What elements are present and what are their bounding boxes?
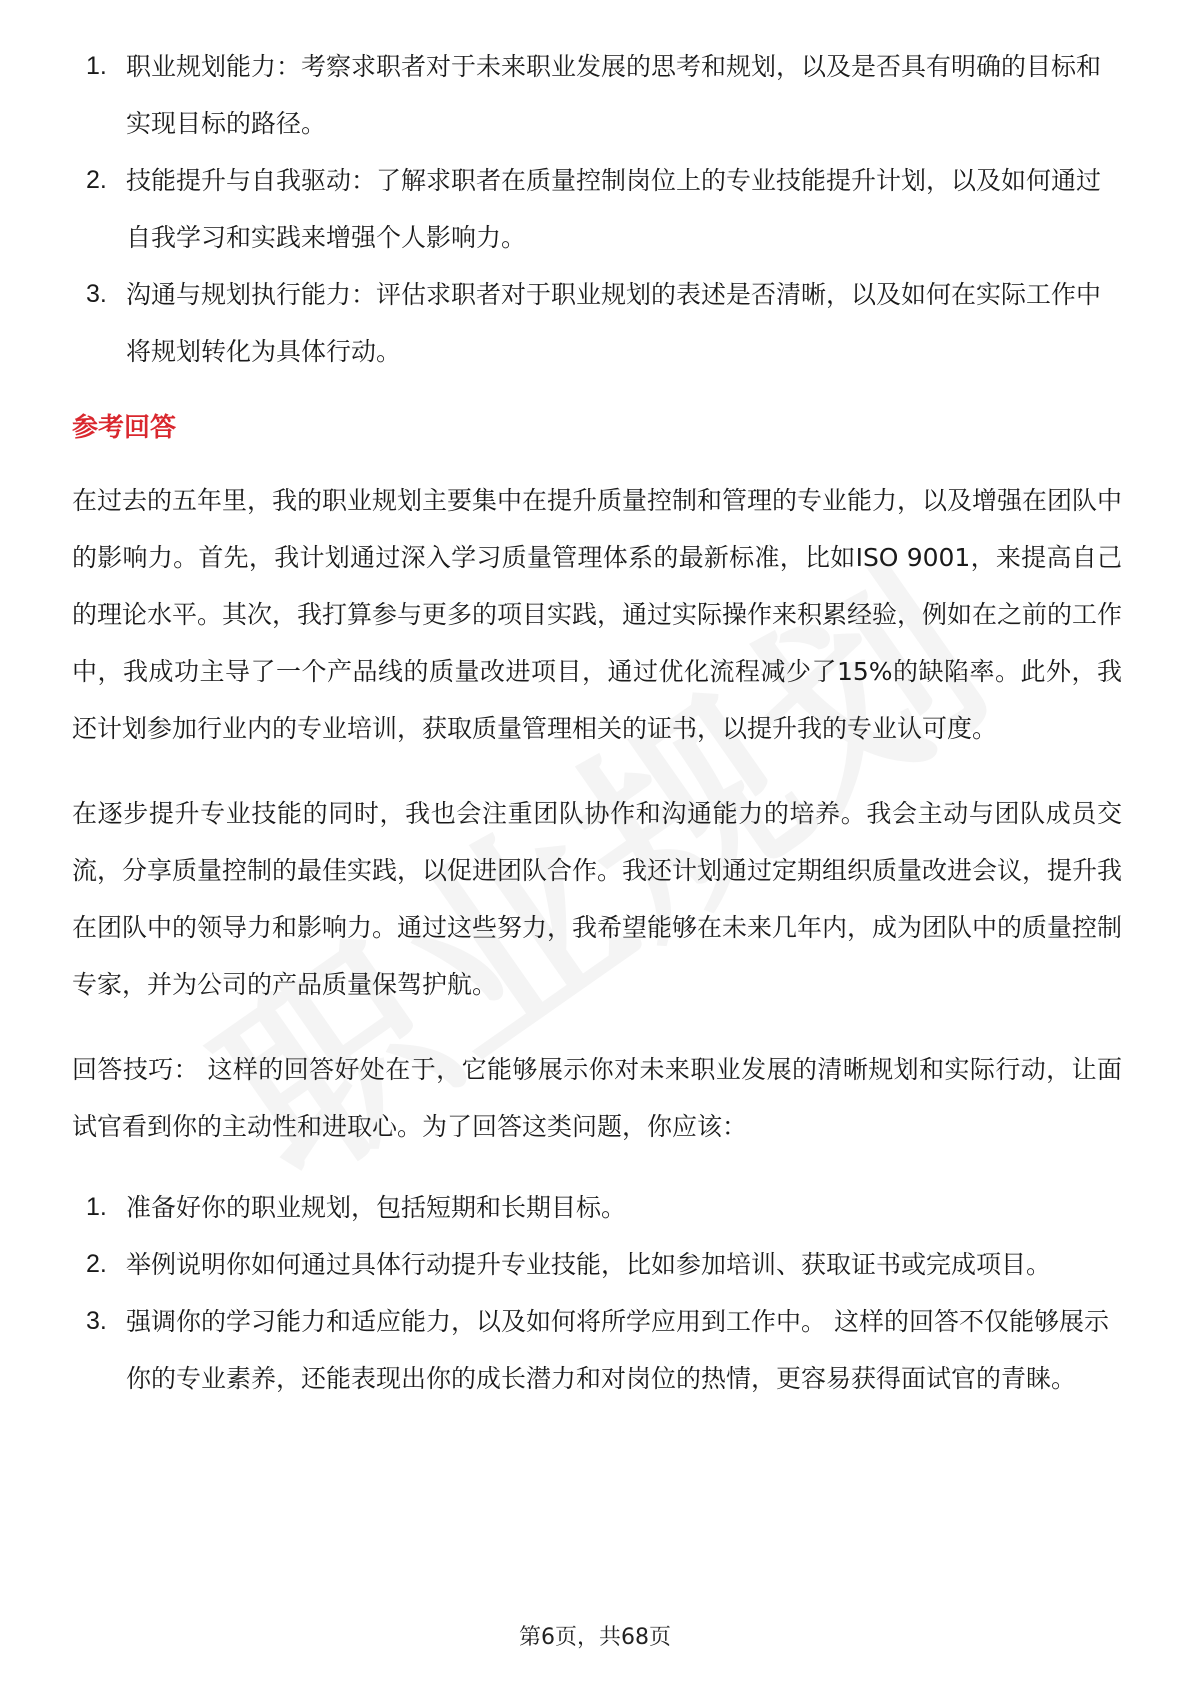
list-item-number: 2. xyxy=(86,166,107,194)
list-item-text: 举例说明你如何通过具体行动提升专业技能，比如参加培训、获取证书或完成项目。 xyxy=(126,1250,1052,1279)
list-item xyxy=(72,1293,1122,1407)
list-item-text: 沟通与规划执行能力：评估求职者对于职业规划的表述是否清晰，以及如何在实际工作中将规划转化为具体行动。 xyxy=(126,280,1102,366)
list-item xyxy=(72,152,1122,266)
tips-intro: 回答技巧： 这样的回答好处在于，它能够展示你对未来职业发展的清晰规划和实际行动，让面试官看到你的主动性和进取心。为了回答这类问题，你应该： xyxy=(72,1055,1122,1141)
list-item-number: 3. xyxy=(86,1307,107,1335)
list-item-number: 1. xyxy=(86,1193,107,1221)
list-item-text: 准备好你的职业规划，包括短期和长期目标。 xyxy=(126,1193,627,1222)
tips-list xyxy=(72,1179,1122,1407)
list-item-text: 职业规划能力：考察求职者对于未来职业发展的思考和规划，以及是否具有明确的目标和实现目标的路径。 xyxy=(126,52,1102,138)
answer-paragraph: 在过去的五年里，我的职业规划主要集中在提升质量控制和管理的专业能力，以及增强在团队中的影响力。首先，我计划通过深入学习质量管理体系的最新标准，比如ISO 9001，来提高自己的理论水平。其次，我打算参与更多的项目实践，通过实际操作来积累经验，例如在之前的工作中，我成功主导了一个产品线的质量改进项目，通过优化流程减少了15%的缺陷率。此外，我还计划参加行业内的专业培训，获取质量管理相关的证书，以提升我的专业认可度。 xyxy=(72,486,1123,743)
list-item xyxy=(72,38,1122,152)
list-item-number: 1. xyxy=(86,52,107,80)
answer-paragraph: 在逐步提升专业技能的同时，我也会注重团队协作和沟通能力的培养。我会主动与团队成员交流，分享质量控制的最佳实践，以促进团队合作。我还计划通过定期组织质量改进会议，提升我在团队中的领导力和影响力。通过这些努力，我希望能够在未来几年内，成为团队中的质量控制专家，并为公司的产品质量保驾护航。 xyxy=(72,799,1123,999)
page-footer: 第6页，共68页 xyxy=(519,1625,671,1650)
list-item-number: 2. xyxy=(86,1250,107,1278)
list-item xyxy=(72,1236,1122,1293)
list-item-text: 强调你的学习能力和适应能力，以及如何将所学应用到工作中。 这样的回答不仅能够展示你的专业素养，还能表现出你的成长潜力和对岗位的热情，更容易获得面试官的青睐。 xyxy=(126,1307,1109,1393)
list-item-text: 技能提升与自我驱动：了解求职者在质量控制岗位上的专业技能提升计划，以及如何通过自我学习和实践来增强个人影响力。 xyxy=(126,166,1102,252)
list-item xyxy=(72,266,1122,380)
list-item-number: 3. xyxy=(86,280,107,308)
list-item xyxy=(72,1179,1122,1236)
evaluation-points-list xyxy=(72,38,1122,380)
document-body xyxy=(72,38,1122,1407)
section-heading: 参考回答 xyxy=(72,413,177,443)
